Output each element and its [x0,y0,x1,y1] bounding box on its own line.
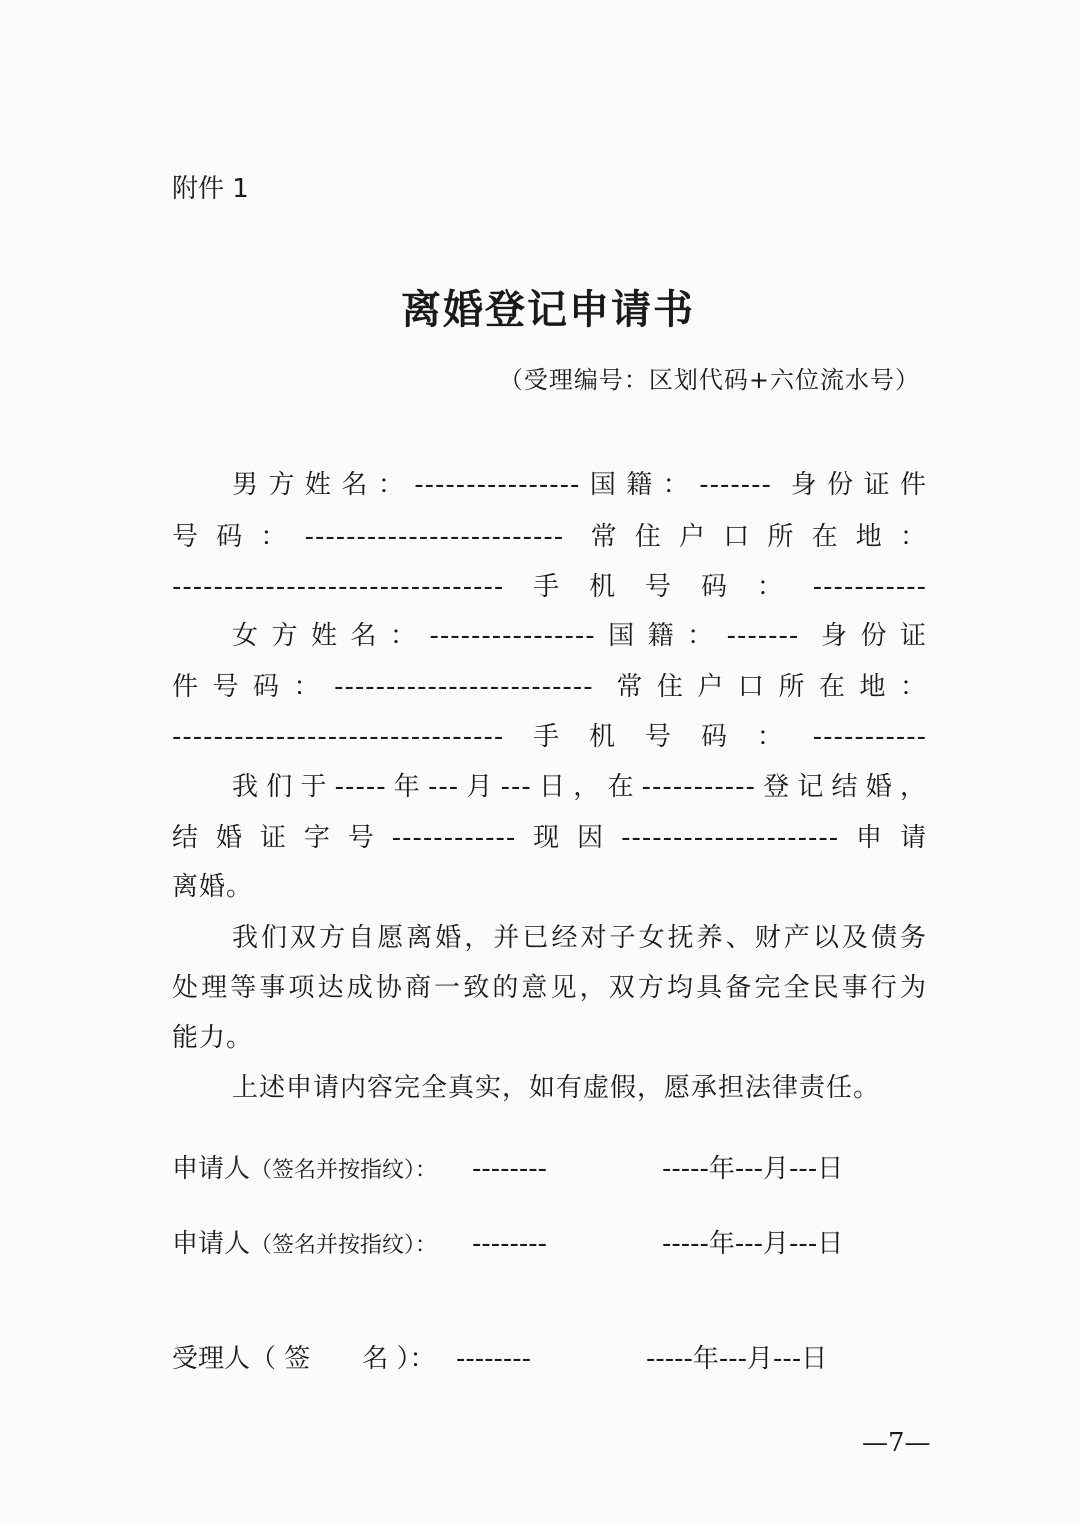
statement-line-2: 处理等事项达成协商一致的意见，双方均具备完全民事行为 [172,973,927,1003]
page-number: —7— [862,1428,931,1458]
date-blank: -----年---月---日 [662,1154,844,1184]
female-phone-line: --------------------------------手机号码：----------- [172,722,927,752]
receiver-signature-row [172,1338,827,1375]
marriage-cert-line: 结婚证字号------------现因---------------------申请 [172,823,927,853]
date-blank: -----年---月---日 [662,1229,844,1259]
female-id-line: 件号码：------------------------- 常住户口所在地： [172,672,927,702]
signature-blank: -------- [472,1229,548,1259]
signer-note: （签名并按指纹）： [250,1158,438,1183]
acceptance-number-note: （受理编号：区划代码+六位流水号） [498,366,920,394]
annex-label: 附件 1 [172,174,249,204]
male-name-line: 男方姓名：----------------国籍：------- 身份证件 [232,470,927,500]
signer-label: 申请人 [172,1154,251,1184]
declaration-line: 上述申请内容完全真实，如有虚假，愿承担法律责任。 [232,1073,881,1103]
document-title: 离婚登记申请书 [401,286,695,333]
applicant-signature-row-2 [172,1223,843,1260]
signer-note: （ 签 名 ）： [250,1344,436,1374]
applicant-signature-row-1 [172,1148,843,1185]
marriage-date-line: 我们于-----年---月---日，在-----------登记结婚， [232,772,927,802]
date-blank: -----年---月---日 [646,1344,828,1374]
statement-line-1: 我们双方自愿离婚，并已经对子女抚养、财产以及债务 [232,923,927,953]
signer-label: 申请人 [172,1229,251,1259]
signature-blank: -------- [472,1154,548,1184]
signature-blank: -------- [456,1344,532,1374]
statement-line-3: 能力。 [172,1023,254,1053]
male-phone-line: --------------------------------手机号码：----------- [172,572,927,602]
male-id-line: 号码：------------------------- 常住户口所在地： [172,522,927,552]
signer-note: （签名并按指纹）： [250,1233,438,1258]
female-name-line: 女方姓名：----------------国籍：------- 身份证 [232,621,927,651]
signer-label: 受理人 [172,1344,251,1374]
marriage-cert-line-end: 离婚。 [172,872,254,902]
